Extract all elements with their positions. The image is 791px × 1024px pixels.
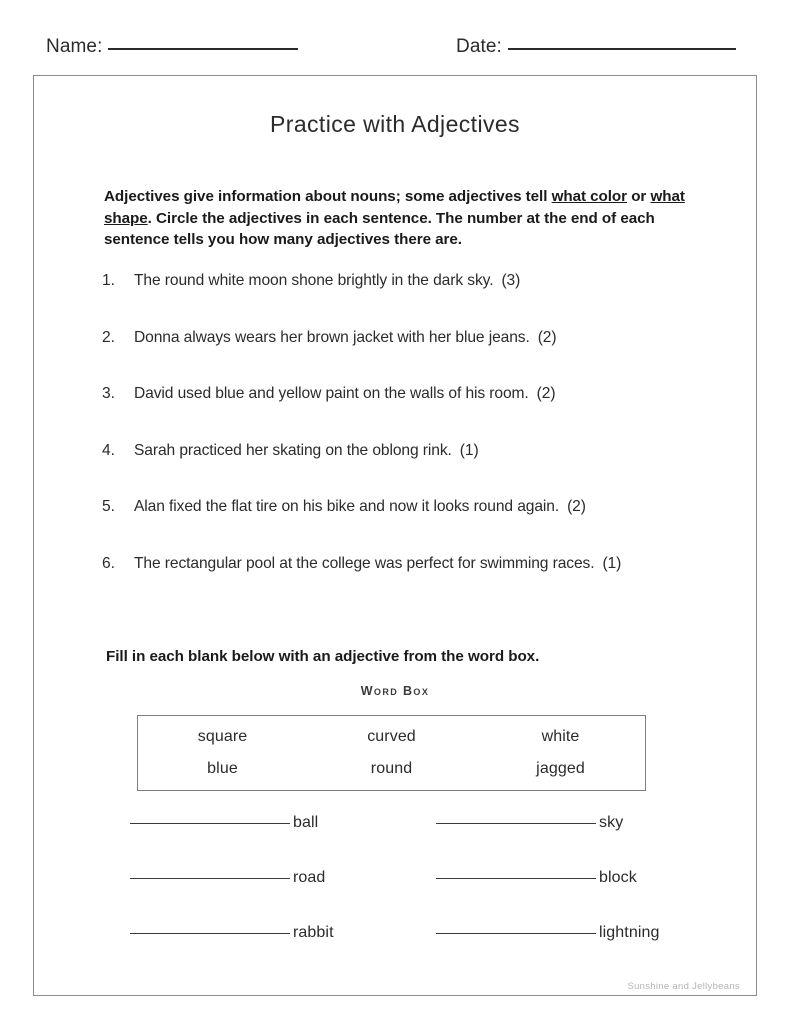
instructions-part-3: . Circle the adjectives in each sentence. The number at the end of each sentence tells you how many adjectives there are. <box>104 209 655 248</box>
blank-item[interactable] <box>130 869 325 887</box>
blank-item[interactable] <box>436 924 660 942</box>
worksheet-frame <box>33 75 757 996</box>
word-box-word[interactable]: curved <box>367 728 416 745</box>
question-item[interactable] <box>34 555 756 612</box>
blank-row <box>34 869 756 924</box>
blank-exercise-grid <box>34 814 756 979</box>
instructions-part-2: or <box>627 188 651 205</box>
instructions-underline-what-shape: what shape <box>104 188 685 227</box>
blank-noun: road <box>293 869 326 886</box>
blank-noun: block <box>599 869 637 886</box>
blank-noun: rabbit <box>293 924 334 941</box>
question-sentence-text: Donna always wears her brown jacket with her blue jeans. <box>134 328 530 346</box>
question-sentence-text: Alan fixed the flat tire on his bike and now it looks round again. <box>134 498 560 515</box>
question-item[interactable] <box>34 442 756 499</box>
page-title: Practice with Adjectives <box>270 111 520 137</box>
question-item[interactable] <box>34 329 756 386</box>
blank-item[interactable] <box>436 869 637 887</box>
word-box <box>137 715 646 791</box>
question-adjective-count: (1) <box>459 441 479 459</box>
question-sentence[interactable] <box>134 272 520 290</box>
date-label: Date: <box>456 36 502 57</box>
question-item[interactable] <box>34 272 756 329</box>
blank-row <box>34 814 756 869</box>
question-number: 3. <box>102 385 115 402</box>
question-sentence[interactable] <box>134 385 555 403</box>
question-list <box>34 272 756 611</box>
question-number: 4. <box>102 441 115 459</box>
publisher-credit: Sunshine and Jellybeans <box>627 981 740 992</box>
question-sentence[interactable] <box>134 555 621 573</box>
word-box-word[interactable]: white <box>541 728 580 745</box>
question-sentence-text: The rectangular pool at the college was perfect for swimming races. <box>134 554 595 572</box>
date-write-line[interactable] <box>508 48 736 50</box>
question-number: 6. <box>102 554 115 572</box>
word-box-row <box>138 753 645 785</box>
question-sentence[interactable] <box>134 329 556 347</box>
question-number: 5. <box>102 498 115 515</box>
blank-write-line[interactable] <box>436 933 596 934</box>
blank-noun: lightning <box>599 924 660 941</box>
blank-noun: sky <box>599 814 624 831</box>
name-label: Name: <box>46 36 103 57</box>
date-field[interactable] <box>456 36 736 58</box>
fill-in-instructions: Fill in each blank below with an adjective from the word box. <box>106 648 540 665</box>
instructions-part-1: Adjectives give information about nouns; some adjectives tell <box>104 188 552 205</box>
name-field[interactable] <box>46 36 298 58</box>
blank-row <box>34 924 756 979</box>
question-sentence[interactable] <box>134 498 586 516</box>
blank-noun: ball <box>293 814 319 831</box>
name-write-line[interactable] <box>108 48 298 50</box>
blank-write-line[interactable] <box>130 878 290 879</box>
student-info-header <box>0 36 791 66</box>
word-box-word[interactable]: blue <box>207 760 238 777</box>
word-box-label: Word Box <box>360 684 430 698</box>
question-adjective-count: (2) <box>537 328 557 346</box>
question-sentence-text: David used blue and yellow paint on the walls of his room. <box>134 385 529 402</box>
blank-write-line[interactable] <box>436 878 596 879</box>
blank-write-line[interactable] <box>130 933 290 934</box>
question-number: 2. <box>102 328 115 346</box>
question-sentence-text: The round white moon shone brightly in the dark sky. <box>134 272 494 289</box>
question-adjective-count: (3) <box>501 272 521 289</box>
blank-item[interactable] <box>130 924 334 942</box>
question-adjective-count: (2) <box>567 498 586 515</box>
instructions-underline-what-color: what color <box>551 188 628 205</box>
blank-item[interactable] <box>130 814 318 832</box>
blank-write-line[interactable] <box>130 823 290 824</box>
question-adjective-count: (1) <box>602 554 622 572</box>
word-box-row <box>138 721 645 753</box>
instructions-paragraph <box>104 186 713 251</box>
question-sentence[interactable] <box>134 442 479 460</box>
blank-write-line[interactable] <box>436 823 596 824</box>
question-item[interactable] <box>34 385 756 442</box>
question-sentence-text: Sarah practiced her skating on the oblong rink. <box>134 441 452 459</box>
question-item[interactable] <box>34 498 756 555</box>
word-box-word[interactable]: square <box>197 728 248 745</box>
word-box-word[interactable]: round <box>370 760 413 777</box>
question-adjective-count: (2) <box>536 385 556 402</box>
question-number: 1. <box>102 272 115 289</box>
word-box-word[interactable]: jagged <box>536 760 585 777</box>
blank-item[interactable] <box>436 814 623 832</box>
